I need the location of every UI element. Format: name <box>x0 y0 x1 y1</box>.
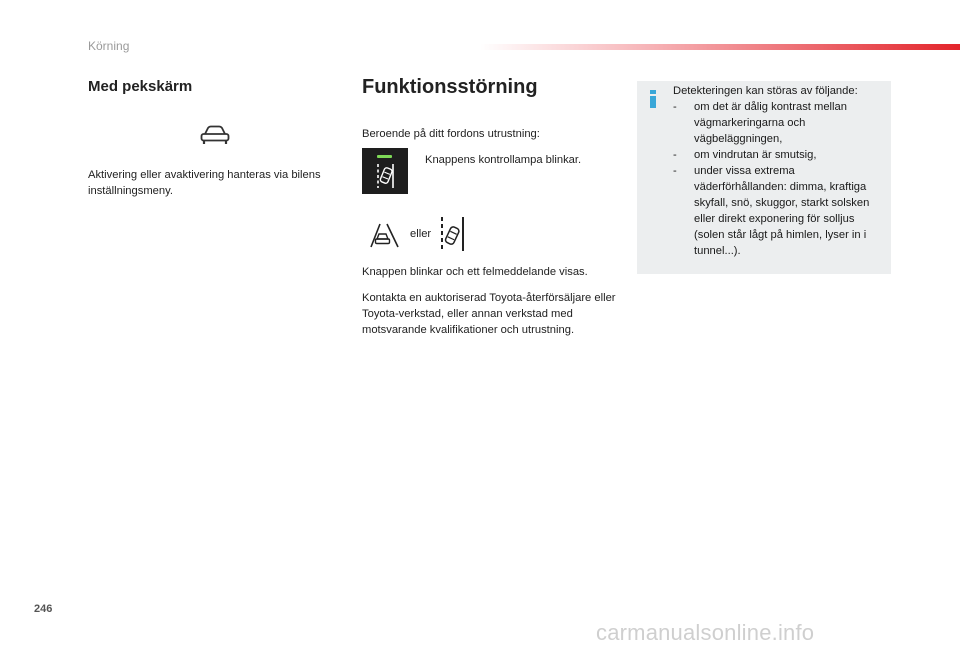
middle-column <box>362 76 624 356</box>
or-text: eller <box>410 228 432 240</box>
left-column <box>88 78 348 197</box>
list-item: - om vindrutan är smutsig, <box>673 149 817 161</box>
info-box <box>637 81 891 274</box>
car-front-icon <box>199 125 231 145</box>
header-section-title: Körning <box>88 39 130 53</box>
list-item: - under vissa extrema väderförhållanden: dimma, kraftiga skyfall, snö, skuggor, starkt solsken eller direkt exponering för solljus (solen står lågt på himlen, lyser in i tunnel...). <box>673 165 870 257</box>
touchscreen-heading: Med pekskärm <box>88 78 193 95</box>
watermark: carmanualsonline.info <box>596 620 815 645</box>
lamp-blinks-text: Knappens kontrollampa blinkar. <box>425 154 582 166</box>
contact-dealer-text: Kontakta en auktoriserad Toyota-återförsäljare eller Toyota-verkstad, eller annan verkstad med motsvarande kvalifikationer och utrustning. <box>362 292 616 336</box>
page-number: 246 <box>34 603 53 615</box>
warning-lamp-button-icon <box>362 148 408 194</box>
malfunction-heading: Funktionsstörning <box>362 76 538 98</box>
button-blinks-text: Knappen blinkar och ett felmeddelande visas. <box>362 266 588 278</box>
info-icon <box>649 90 657 108</box>
info-content <box>673 83 887 259</box>
equipment-intro: Beroende på ditt fordons utrustning: <box>362 128 540 140</box>
touchscreen-text: Aktivering eller avaktivering hanteras via bilens inställningsmeny. <box>88 169 321 197</box>
lane-departure-car-icon <box>368 222 402 248</box>
lane-keeping-icon <box>362 148 408 194</box>
info-intro: Detekteringen kan störas av följande: <box>673 85 858 97</box>
lane-keeping-icon-alt <box>436 216 468 252</box>
header-accent-bar <box>480 44 960 50</box>
list-item: - om det är dålig kontrast mellan vägmarkeringarna och vägbeläggningen, <box>673 101 847 145</box>
info-list <box>673 99 887 259</box>
